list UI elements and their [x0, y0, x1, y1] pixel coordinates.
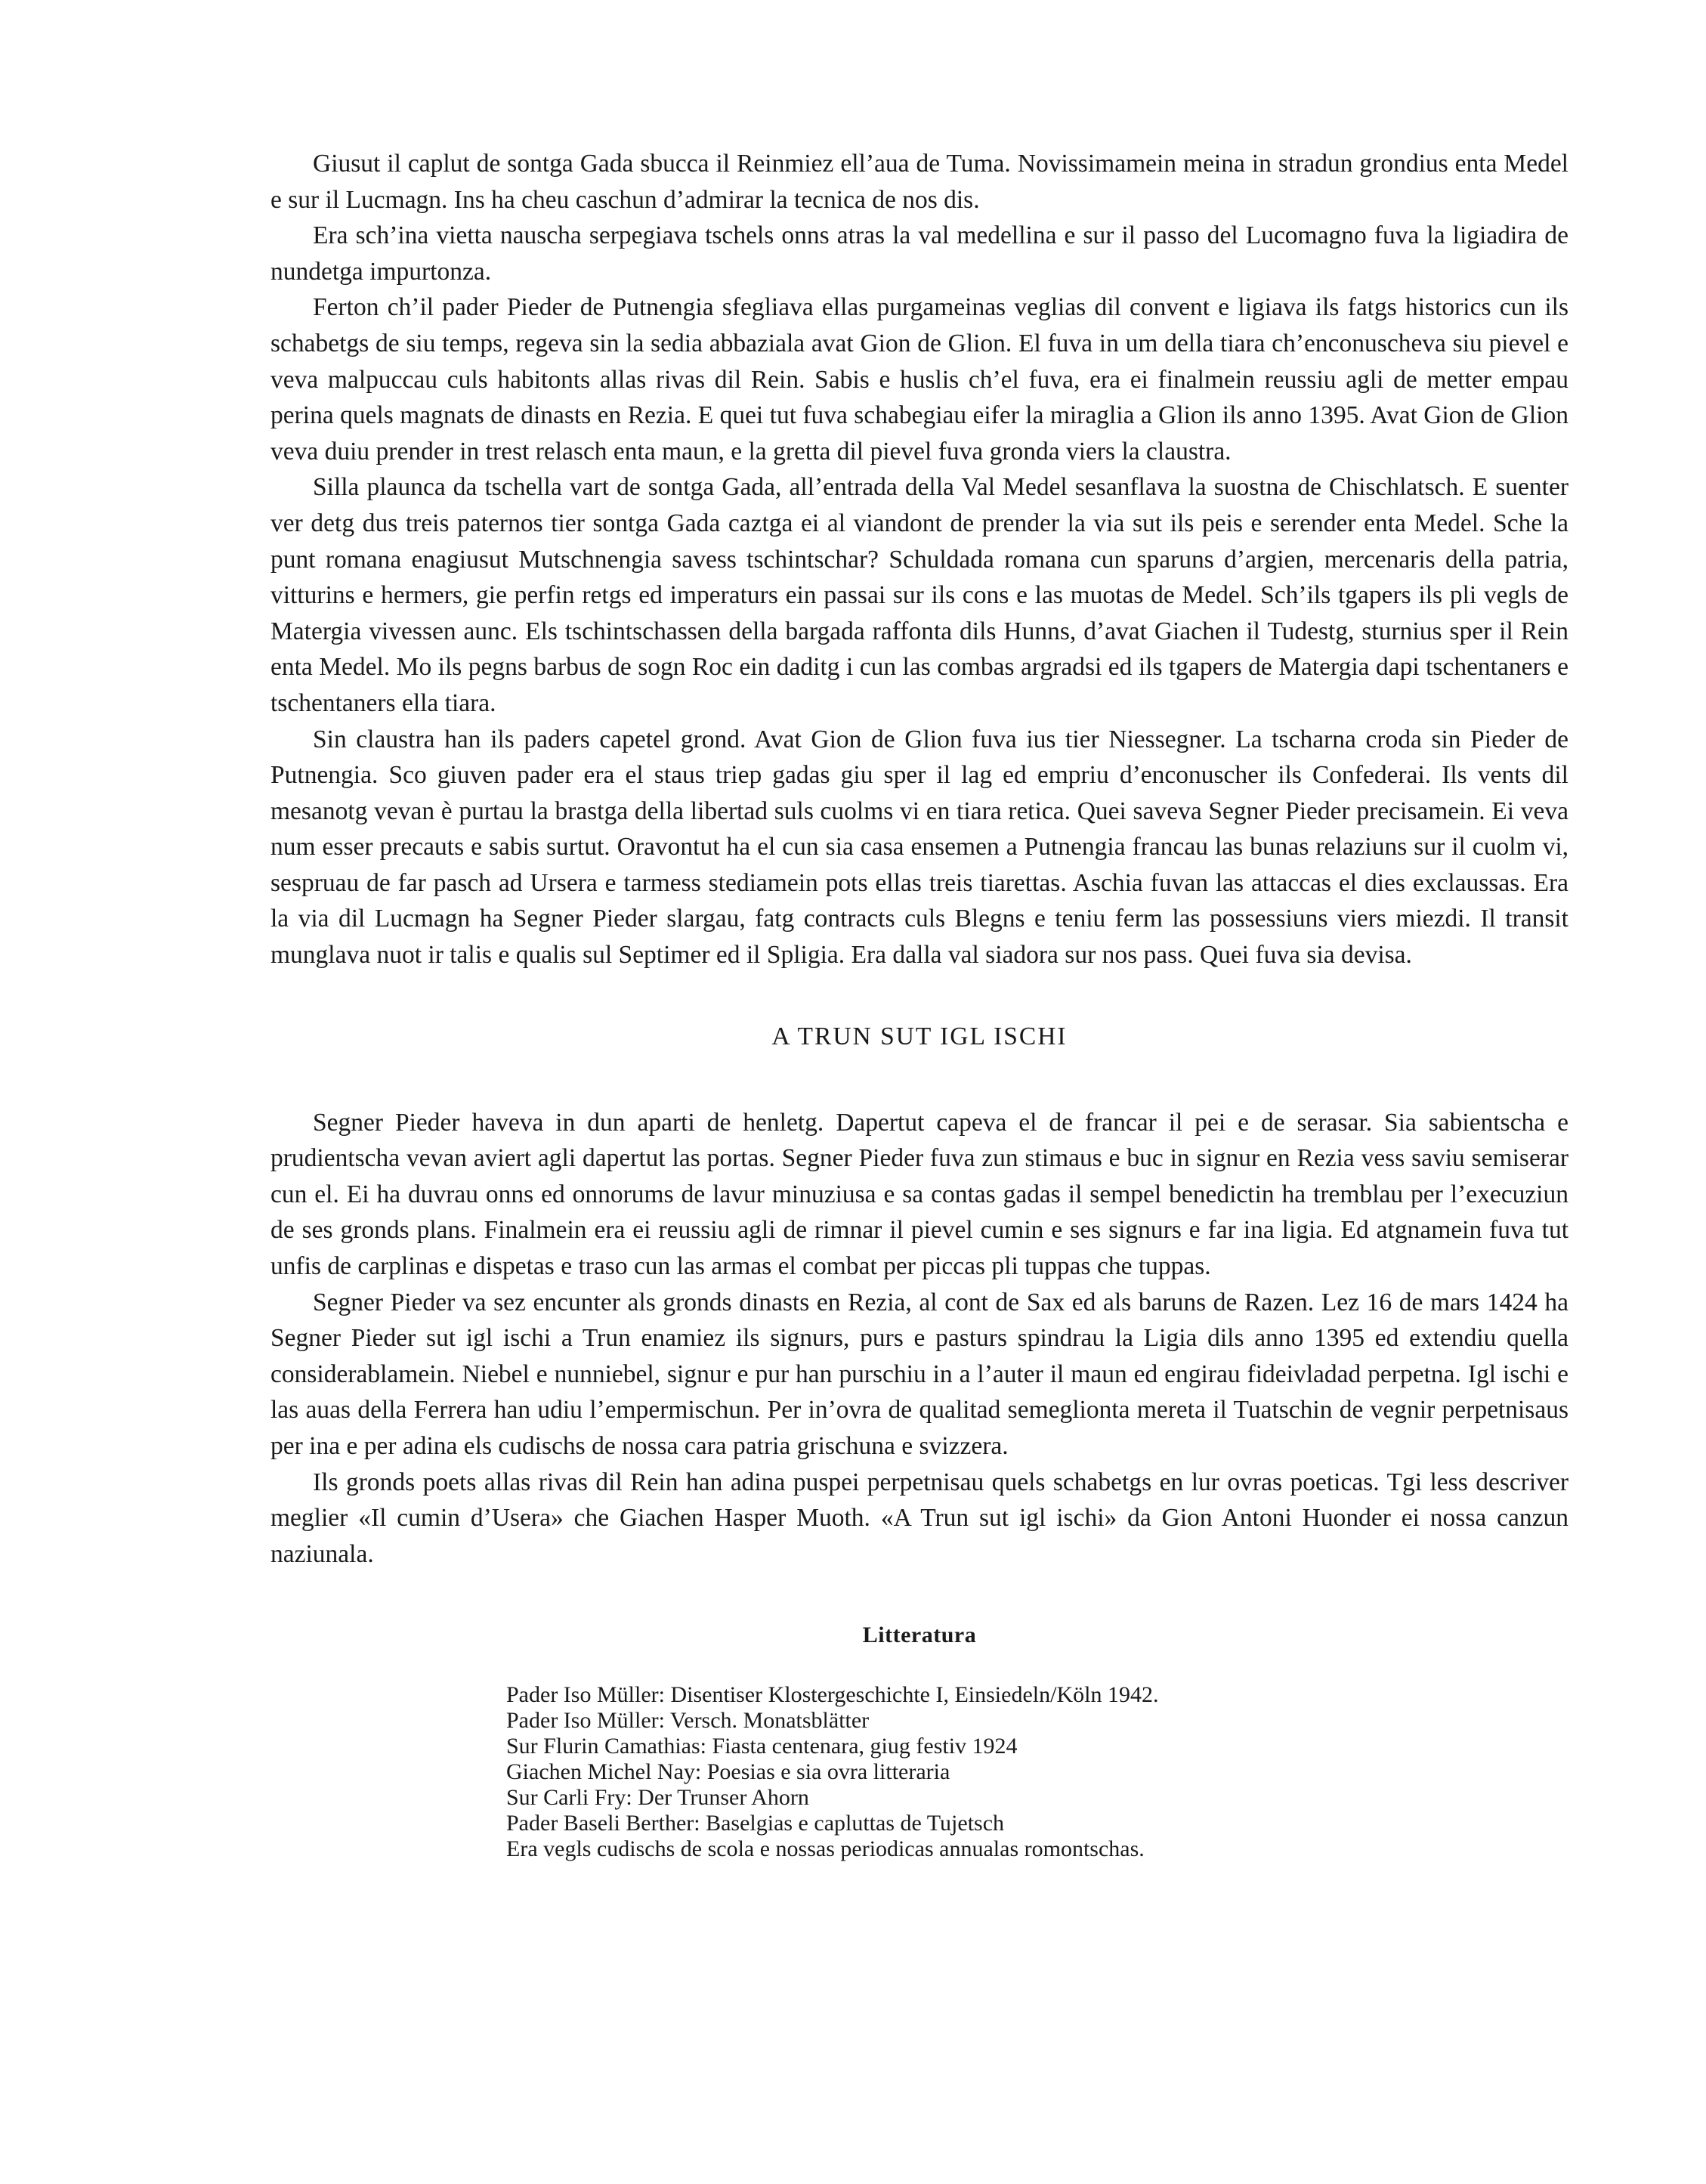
literature-item: Pader Iso Müller: Disentiser Klostergeschichte I, Einsiedeln/Köln 1942.	[506, 1682, 1159, 1708]
literature-heading: Litteratura	[862, 1623, 977, 1648]
literature-list	[270, 1682, 1568, 1862]
literature-item: Sur Flurin Camathias: Fiasta centenara, giug festiv 1924	[506, 1734, 1018, 1759]
section-heading: A TRUN SUT IGL ISCHI	[771, 1022, 1068, 1050]
literature-item: Pader Baseli Berther: Baselgias e capluttas de Tujetsch	[506, 1811, 1005, 1836]
text-column	[270, 146, 1568, 1862]
section-trun	[270, 1105, 1568, 1573]
literature-item: Era vegls cudischs de scola e nossas periodicas annualas romontschas.	[506, 1836, 1145, 1862]
paragraph: Silla plaunca da tschella vart de sontga Gada, all’entrada della Val Medel sesanflava la suostna de Chischlatsch. E suenter ver detg dus treis paternos tier sontga Gada caztga ei al viandont de prender la via sut ils peis e serender enta Medel. Sche la punt romana enagiusut Mutschnengia savess tschintschar? Schuldada romana cun sparuns d’argien, mercenaris della patria, vitturins e hermers, gie perfin retgs ed imperaturs ein passai sur ils cons e las muotas de Medel. Sch’ils tgapers ils pli vegls de Matergia vivessen aunc. Els tschintschassen della bargada raffonta dils Hunns, d’avat Giachen il Tudestg, sturnius sper il Rein enta Medel. Mo ils pegns barbus de sogn Roc ein daditg i cun las combas argradsi ed ils tgapers de Matergia dapi tschentaners e tschentaners ella tiara.	[270, 473, 1568, 717]
literature-item: Pader Iso Müller: Versch. Monatsblätter	[506, 1708, 870, 1734]
paragraph: Ils gronds poets allas rivas dil Rein han adina puspei perpetnisau quels schabetgs en lur ovras poeticas. Tgi less descriver meglier «Il cumin d’Usera» che Giachen Hasper Muoth. «A Trun sut igl ischi» da Gion Antoni Huonder ei nossa canzun naziunala.	[270, 1468, 1568, 1568]
section-intro	[270, 146, 1568, 973]
literature-item: Giachen Michel Nay: Poesias e sia ovra litteraria	[506, 1759, 950, 1785]
paragraph: Segner Pieder va sez encunter als gronds dinasts en Rezia, al cont de Sax ed als baruns de Razen. Lez 16 de mars 1424 ha Segner Pieder sut igl ischi a Trun enamiez ils signurs, purs e pasturs spindrau la Ligia dils anno 1395 ed extendiu quella considerablamein. Niebel e nunniebel, signur e pur han purschiu in a l’auter il maun ed engirau fideivladad perpetna. Igl ischi e las auas della Ferrera han udiu l’empermischun. Per in’ovra de qualitad semeglionta mereta il Tuatschin de vegnir perpetnisaus per ina e per adina els cudischs de nossa cara patria grischuna e svizzera.	[270, 1288, 1568, 1460]
paragraph: Segner Pieder haveva in dun aparti de henletg. Dapertut capeva el de francar il pei e de serasar. Sia sabientscha e prudientscha vevan aviert agli dapertut las portas. Segner Pieder fuva zun stimaus e buc in signur en Rezia vess saviu semiserar cun el. Ei ha duvrau onns ed onnorums de lavur minuziusa e sa contas gadas il sempel benedictin ha tremblau per l’execuziun de ses gronds plans. Finalmein era ei reussiu agli de rimnar il pievel cumin e ses signurs e far ina ligia. Ed atgnamein fuva tut unfis de carplinas e dispetas e traso cun las armas el combat per piccas pli tuppas che tuppas.	[270, 1108, 1568, 1281]
paragraph: Era sch’ina vietta nauscha serpegiava tschels onns atras la val medellina e sur il passo del Lucomagno fuva la ligiadira de nundetga impurtonza.	[270, 221, 1568, 286]
paragraph: Sin claustra han ils paders capetel grond. Avat Gion de Glion fuva ius tier Niessegner. La tscharna croda sin Pieder de Putnengia. Sco giuven pader era el staus triep gadas giu sper il lag ed empriu d’enconuscher ils Confederai. Ils vents dil mesanotg vevan è purtau la brastga della libertad suls cuolms vi en tiara retica. Quei saveva Segner Pieder precisamein. Ei veva num esser precauts e sabis surtut. Oravontut ha el cun sia casa ensemen a Putnengia francau las bunas relaziuns sur il cuolm vi, sespruau de far pasch ad Ursera e tarmess stediamein pots ellas treis tiarettas. Aschia fuvan las attaccas el dies exclaussas. Era la via dil Lucmagn ha Segner Pieder slargau, fatg contracts culs Blegns e teniu ferm las possessiuns viers miezdi. Il transit munglava nuot ir talis e qualis sul Septimer ed il Spligia. Era dalla val siadora sur nos pass. Quei fuva sia devisa.	[270, 725, 1568, 970]
literature-item: Sur Carli Fry: Der Trunser Ahorn	[506, 1785, 809, 1811]
paragraph: Ferton ch’il pader Pieder de Putnengia sfegliava ellas purgameinas veglias dil convent e ligiava ils fatgs historics cun ils schabetgs de siu temps, regeva sin la sedia abbaziala avat Gion de Glion. El fuva in um della tiara ch’enconuscheva siu pievel e veva malpuccau culs habitonts allas rivas dil Rein. Sabis e huslis ch’el fuva, era ei finalmein reussiu agli de metter empau perina quels magnats de dinasts en Rezia. E quei tut fuva schabegiau eifer la miraglia a Glion ils anno 1395. Avat Gion de Glion veva duiu prender in trest relasch enta maun, e la gretta dil pievel fuva gronda viers la claustra.	[270, 293, 1568, 466]
paragraph: Giusut il caplut de sontga Gada sbucca il Reinmiez ell’aua de Tuma. Novissimamein meina in stradun grondius enta Medel e sur il Lucmagn. Ins ha cheu caschun d’admirar la tecnica de nos dis.	[270, 150, 1568, 214]
